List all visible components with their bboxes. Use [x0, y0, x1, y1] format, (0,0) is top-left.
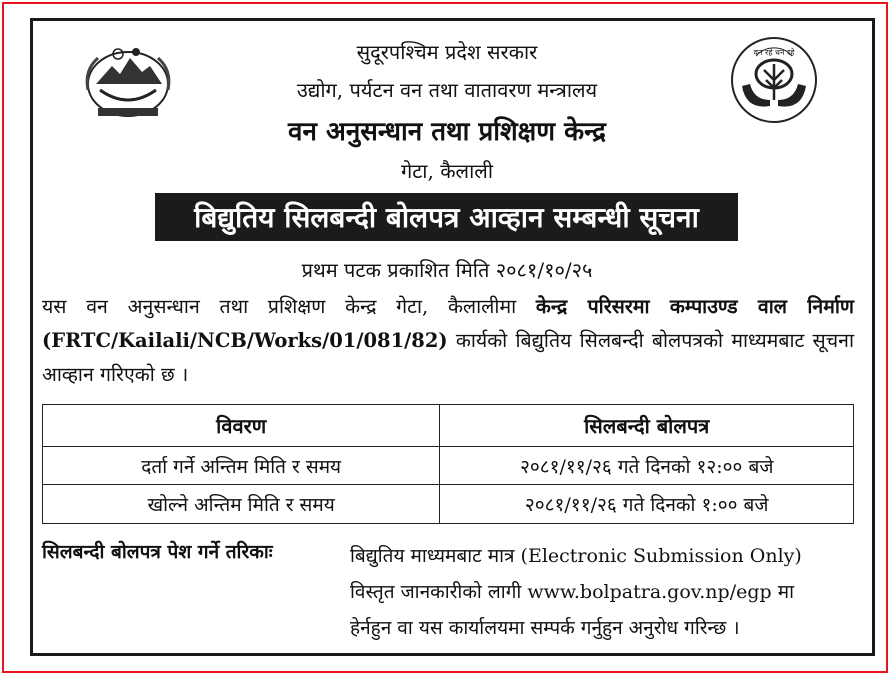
bid-schedule-table [42, 404, 854, 524]
office-name: वन अनुसन्धान तथा प्रशिक्षण केन्द्र [288, 117, 606, 147]
table-cell: २०८१/११/२६ गते दिनको १:०० बजे [440, 485, 854, 524]
svg-text:वन रहे धन रहे: वन रहे धन रहे [753, 48, 795, 57]
published-date: प्रथम पटक प्रकाशित मिति २०८१/१०/२५ [301, 258, 593, 282]
notice-title-banner [155, 193, 738, 241]
table-header-description: विवरण [43, 405, 440, 447]
notice-title: बिद्युतिय सिलबन्दी बोलपत्र आव्हान सम्बन्धी सूचना [194, 201, 699, 234]
table-header-sealed-bid: सिलबन्दी बोलपत्र [440, 405, 854, 447]
submission-line-1: बिद्युतिय माध्यमबाट मात्र (Electronic Submission Only) [350, 545, 802, 567]
table-row [43, 485, 854, 524]
table-header-row [43, 405, 854, 447]
project-title: केन्द्र परिसरमा कम्पाउण्ड वाल निर्माण (FRTC/Kailali/NCB/Works/01/081/82) [42, 295, 855, 352]
province-government: सुदूरपश्चिम प्रदेश सरकार [356, 40, 538, 64]
table-cell: खोल्ने अन्तिम मिति र समय [43, 485, 440, 524]
submission-line-3: हेर्नहुन वा यस कार्यालयमा सम्पर्क गर्नुहुन अनुरोध गरिन्छ । [350, 617, 740, 639]
office-location: गेटा, कैलाली [400, 159, 494, 183]
table-row [43, 446, 854, 485]
intro-text-1: यस वन अनुसन्धान तथा प्रशिक्षण केन्द्र गेटा, कैलालीमा [42, 295, 536, 318]
intro-text-2: कार्यको बिद्युतिय सिलबन्दी बोलपत्रको माध्यमबाट सूचना आव्हान गरिएको छ । [42, 329, 854, 386]
submission-line-2: विस्तृत जानकारीको लागी www.bolpatra.gov.np/egp मा [350, 581, 794, 603]
submission-method-label: सिलबन्दी बोलपत्र पेश गर्ने तरिकाः [42, 541, 273, 563]
intro-paragraph [42, 290, 854, 392]
table-cell: दर्ता गर्ने अन्तिम मिति र समय [43, 446, 440, 485]
ministry-name: उद्योग, पर्यटन वन तथा वातावरण मन्त्रालय [296, 78, 598, 102]
table-cell: २०८१/११/२६ गते दिनको १२:०० बजे [440, 446, 854, 485]
submission-method-text [350, 538, 855, 646]
